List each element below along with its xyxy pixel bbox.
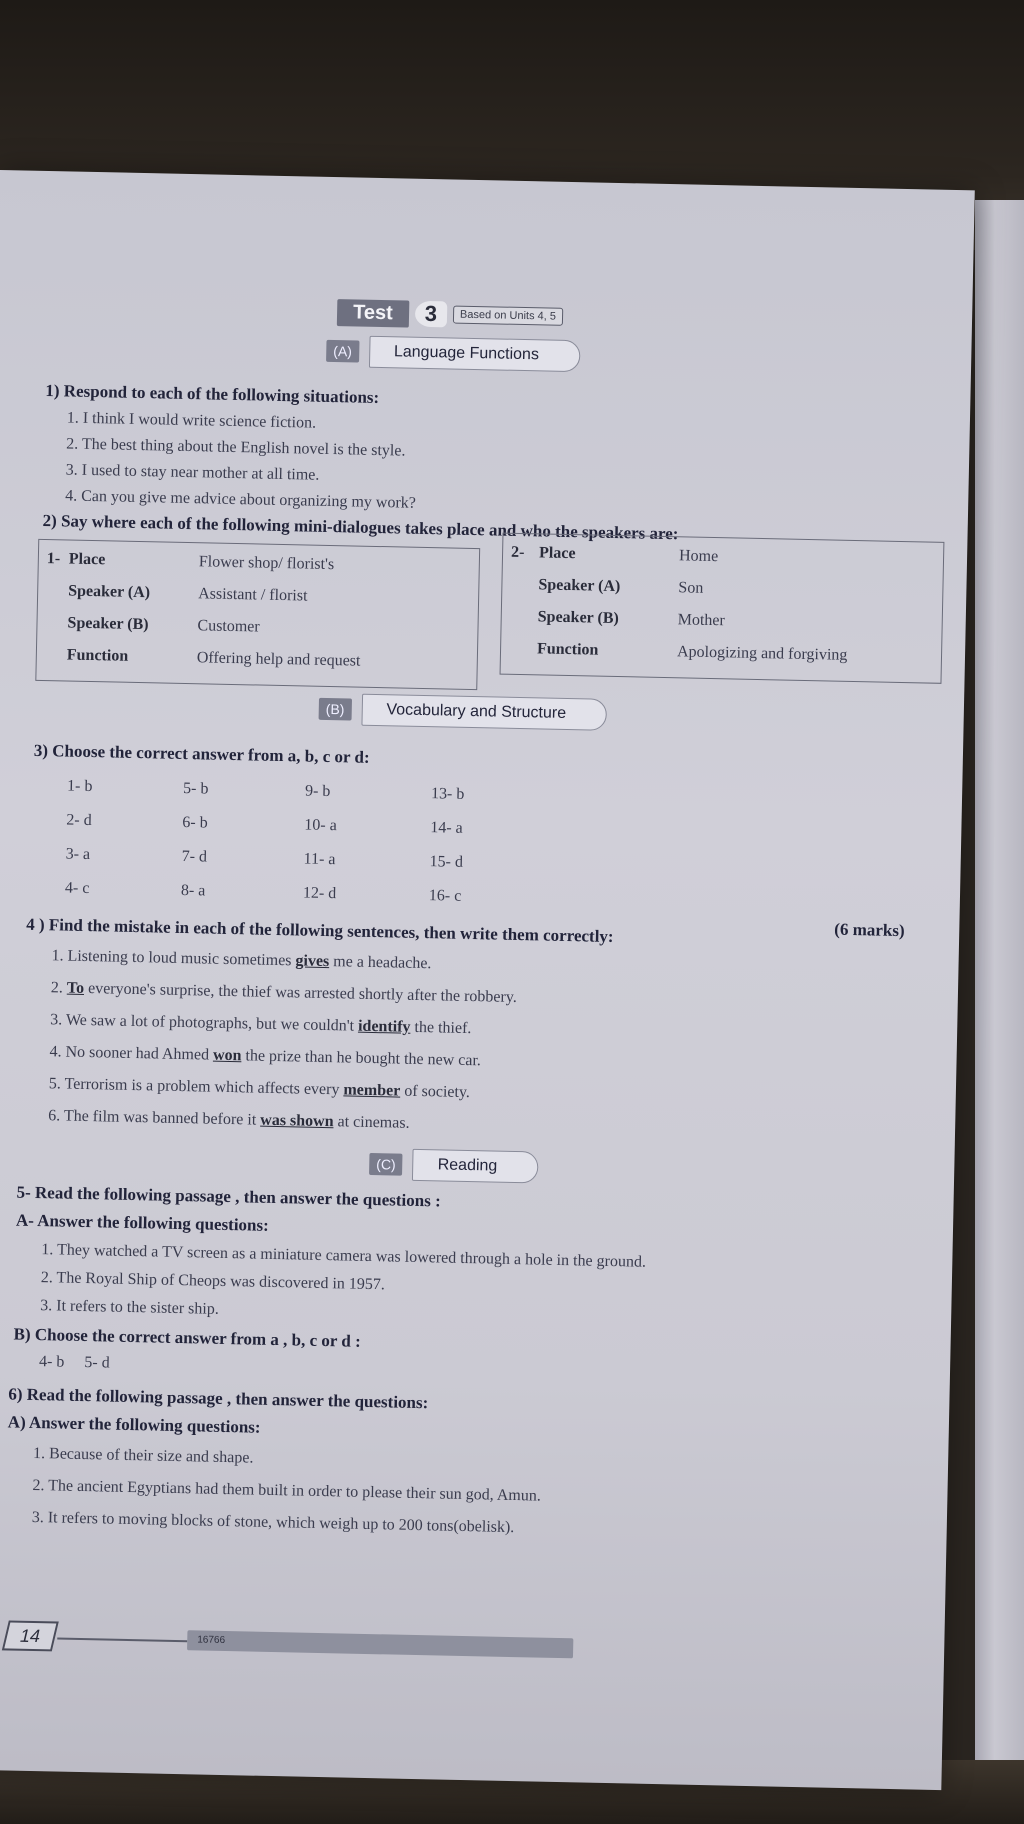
facing-page-edge: [975, 200, 1024, 1760]
q4-item-3: [50, 1011, 472, 1038]
q4-item-4: [49, 1043, 481, 1070]
q4-error-word: was shown: [260, 1111, 334, 1131]
answer-item: 6- b: [182, 813, 208, 832]
answer-item: 8- a: [180, 881, 206, 900]
q6-heading: 6) Read the following passage , then answer the questions:: [8, 1384, 429, 1413]
dialogue-2-label: Place: [538, 544, 576, 563]
q4-marks: (6 marks): [834, 919, 905, 941]
q5-part-a: A- Answer the following questions:: [15, 1210, 269, 1235]
q4-error-word: identify: [357, 1017, 411, 1036]
q4-item-text: me a headache.: [329, 953, 432, 973]
dialogue-1-value: Flower shop/ florist's: [198, 553, 335, 574]
q4-item-text: 1. Listening to loud music sometimes: [51, 947, 296, 970]
test-label: Test: [337, 299, 409, 327]
section-c-title: Reading: [412, 1149, 538, 1184]
dialogue-1-label: Speaker (A): [68, 582, 151, 602]
answer-item: 2- d: [66, 811, 92, 830]
answer-item: 10- a: [304, 816, 337, 835]
dialogue-2-value: Apologizing and forgiving: [676, 643, 848, 664]
book-page: [0, 170, 975, 1790]
answer-item: 14- a: [430, 819, 463, 837]
q4-item-5: [49, 1075, 470, 1102]
section-b-letter: (B): [319, 698, 352, 721]
q1-item-2: 2. The best thing about the English novel is the style.: [66, 435, 406, 460]
section-b-tab: [318, 693, 607, 731]
section-a-title: Language Functions: [369, 336, 581, 372]
page-content: [0, 170, 975, 1790]
dialogue-1-value: Offering help and request: [196, 649, 361, 670]
answer-item: 16- c: [428, 887, 462, 905]
test-number: 3: [414, 301, 447, 328]
dialogue-2-label: Speaker (A): [538, 576, 621, 596]
dialogue-2-number: 2-: [510, 543, 525, 562]
dialogue-1-number: 1-: [46, 550, 61, 568]
q1-heading: 1) Respond to each of the following situations:: [45, 381, 380, 407]
q4-item-text: 3. We saw a lot of photographs, but we couldn't: [50, 1011, 359, 1035]
section-b-title: Vocabulary and Structure: [361, 694, 607, 731]
test-header: [337, 297, 563, 332]
q1-item-1: 1. I think I would write science fiction.: [66, 409, 317, 432]
answer-item: 12- d: [302, 884, 337, 903]
q4-error-word: member: [343, 1081, 401, 1100]
q5-heading: 5- Read the following passage , then answer the questions :: [16, 1182, 441, 1211]
answer-item: 7- d: [181, 847, 208, 866]
q6-item-3: 3. It refers to moving blocks of stone, which weigh up to 200 tons(obelisk).: [31, 1508, 515, 1537]
section-c-letter: (C): [369, 1153, 403, 1176]
answer-item: 11- a: [303, 850, 336, 869]
dialogue-1-label: Place: [68, 550, 106, 569]
dialogue-1-label: Speaker (B): [67, 614, 149, 634]
dialogue-2-label: Speaker (B): [537, 608, 619, 628]
q4-item-text: 2.: [50, 979, 68, 997]
q4-item-text: of society.: [400, 1082, 471, 1102]
q5-item-2: 2. The Royal Ship of Cheops was discovered in 1957.: [40, 1269, 386, 1294]
q4-item-text: the thief.: [410, 1018, 472, 1038]
q4-item-6: [48, 1107, 410, 1133]
q6-part-a: A) Answer the following questions:: [7, 1412, 261, 1437]
answer-item: 4- c: [64, 879, 90, 898]
section-c-tab: [369, 1148, 539, 1184]
q4-item-text: 5. Terrorism is a problem which affects every: [48, 1075, 344, 1099]
q4-error-word: gives: [295, 952, 330, 971]
q4-error-word: To: [66, 979, 85, 997]
q5-part-b: B) Choose the correct answer from a , b, c or d :: [13, 1324, 361, 1351]
q3-heading: 3) Choose the correct answer from a, b, c or d:: [33, 740, 370, 767]
q4-item-text: the prize than he bought the new car.: [241, 1047, 482, 1070]
dialogue-1-value: Assistant / florist: [197, 585, 308, 605]
answer-item: 1- b: [66, 777, 93, 796]
q6-item-1: 1. Because of their size and shape.: [32, 1444, 254, 1467]
q5-part-b-answers: 4- b 5- d: [38, 1353, 110, 1372]
answer-item: 3- a: [65, 845, 91, 864]
dialogue-box-1: [35, 539, 480, 690]
q4-error-word: won: [212, 1046, 242, 1065]
answer-item: 9- b: [304, 782, 331, 801]
q1-item-4: 4. Can you give me advice about organizing my work?: [65, 487, 417, 512]
q4-item-1: [51, 947, 431, 973]
answer-item: 13- b: [430, 785, 465, 803]
dialogue-1-label: Function: [66, 646, 129, 665]
dialogue-box-2: [500, 533, 945, 684]
q6-item-2: 2. The ancient Egyptians had them built in order to please their sun god, Amun.: [32, 1476, 542, 1505]
dialogue-2-value: Mother: [677, 611, 726, 630]
dialogue-2-label: Function: [536, 640, 599, 659]
q4-item-text: everyone's surprise, the thief was arrested shortly after the robbery.: [83, 979, 517, 1007]
page-number: 14: [2, 1621, 59, 1652]
footer-code: 16766: [187, 1630, 573, 1658]
q5-item-1: 1. They watched a TV screen as a miniature camera was lowered through a hole in the ground.: [41, 1241, 647, 1271]
q2-heading: 2) Say where each of the following mini-dialogues takes place and who the speakers are:: [42, 510, 679, 544]
section-a-letter: (A): [326, 340, 359, 363]
q4-item-2: [51, 979, 517, 1007]
answer-item: 5- b: [182, 779, 209, 798]
q4-item-text: at cinemas.: [333, 1113, 410, 1132]
q4-heading: 4 ) Find the mistake in each of the following sentences, then write them correctly:: [26, 914, 614, 947]
q1-item-3: 3. I used to stay near mother at all time.: [65, 461, 320, 484]
q4-item-text: 4. No sooner had Ahmed: [49, 1043, 214, 1064]
footer-rule: [57, 1638, 187, 1643]
dialogue-1-value: Customer: [197, 617, 260, 636]
units-note: Based on Units 4, 5: [453, 306, 563, 326]
q5-item-3: 3. It refers to the sister ship.: [40, 1297, 219, 1318]
section-a-tab: [326, 335, 580, 372]
dialogue-2-value: Son: [678, 579, 704, 597]
answer-item: 15- d: [429, 853, 464, 871]
q4-item-text: 6. The film was banned before it: [48, 1107, 261, 1129]
dialogue-2-value: Home: [678, 547, 719, 566]
